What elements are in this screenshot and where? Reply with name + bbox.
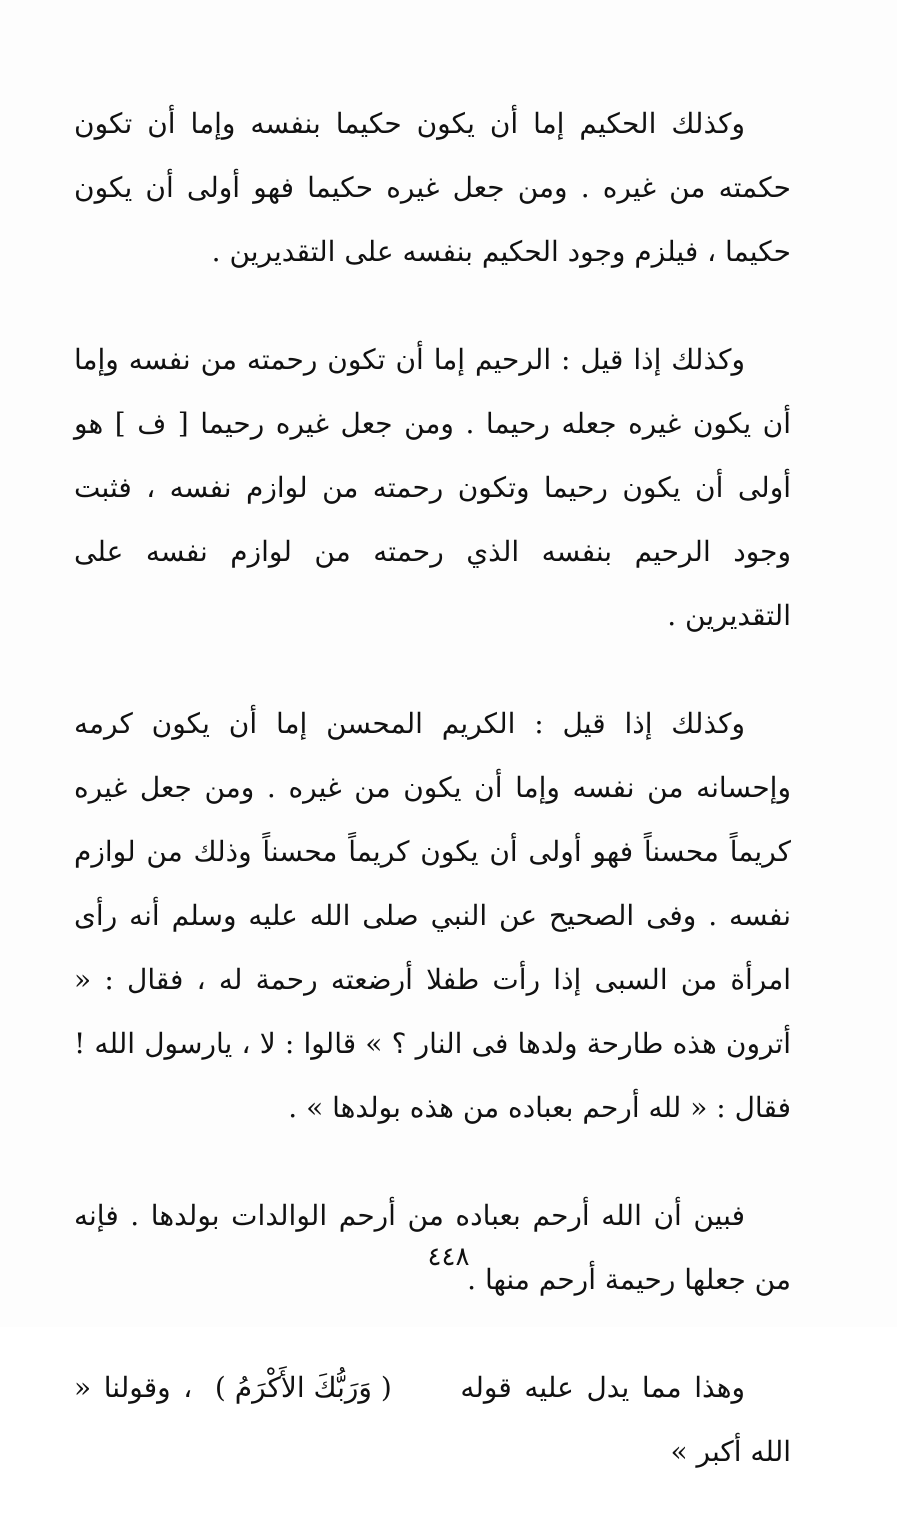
paragraph-mercy: فبين أن الله أرحم بعباده من أرحم الوالدات بولدها . فإنه من جعلها رحيمة أرحم منها .: [74, 1199, 791, 1296]
takbir-text: ، وقولنا « الله أكبر »: [74, 1371, 791, 1468]
quran-intro-text: وهذا مما يدل عليه قوله: [460, 1371, 745, 1404]
quran-verse: ( وَرَبُّكَ الأَكْرَمُ ): [214, 1371, 392, 1404]
paragraph-quran-reference: [74, 1356, 791, 1484]
page-number: ٤٤٨: [427, 1242, 470, 1272]
paragraph-hakim: وكذلك الحكيم إما أن يكون حكيما بنفسه وإما أن تكون حكمته من غيره . ومن جعل غيره حكيما فهو أولى أن يكون حكيما ، فيلزم وجود الحكيم بنفسه على التقديرين .: [74, 107, 791, 268]
paragraph-rahim: وكذلك إذا قيل : الرحيم إما أن تكون رحمته من نفسه وإما أن يكون غيره جعله رحيما . ومن جعل غيره رحيما [ ف ] هو أولى أن يكون رحيما وتكون رحمته من لوازم نفسه ، فثبت وجود الرحيم بنفسه الذي رحمته من لوازم نفسه على التقديرين .: [74, 343, 791, 632]
main-text: [74, 92, 791, 1528]
paragraph-karim: وكذلك إذا قيل : الكريم المحسن إما أن يكون كرمه وإحسانه من نفسه وإما أن يكون من غيره . ومن جعل غيره كريماً محسناً فهو أولى أن يكون كريماً محسناً وذلك من لوازم نفسه . وفى الصحيح عن النبي صلى الله عليه وسلم أنه رأى امرأة من السبى إذا رأت طفلا أرضعته رحمة له ، فقال : « أترون هذه طارحة ولدها فى النار ؟ » قالوا : لا ، يارسول الله ! فقال : « لله أرحم بعباده من هذه بولدها » .: [74, 707, 791, 1124]
